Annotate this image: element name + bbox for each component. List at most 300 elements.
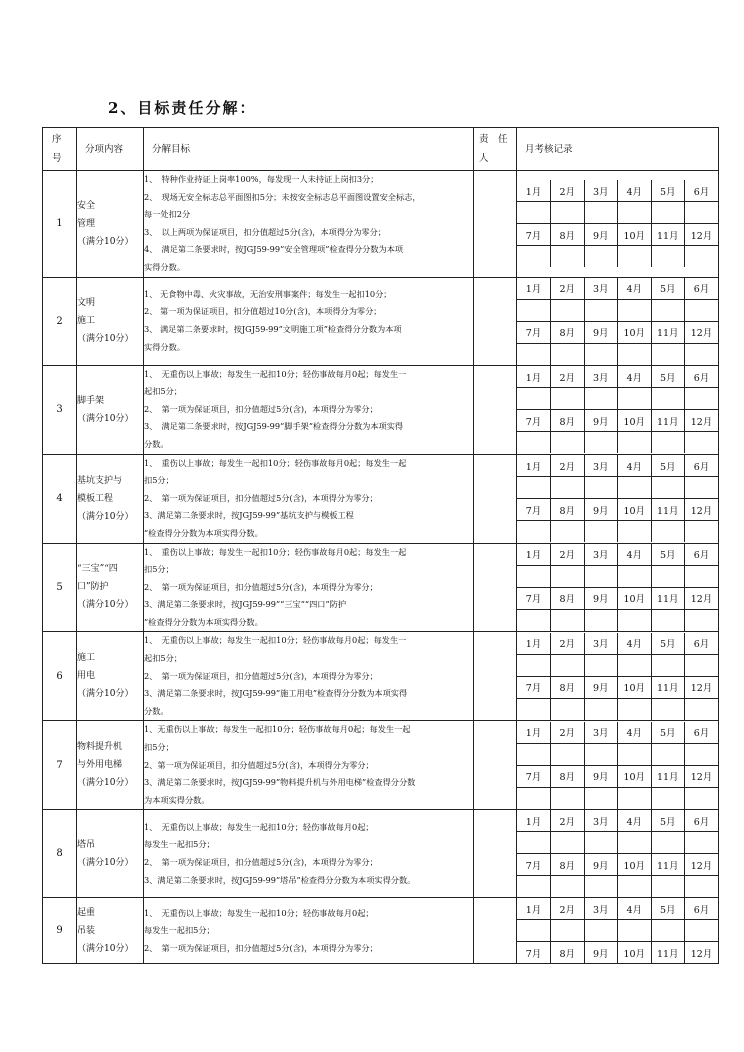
- goal-line: 2、 第一项为保证项目，扣分值超过10分(含)，本项得分为零分；: [144, 306, 382, 317]
- row-monthly-record: [517, 543, 719, 632]
- month-record-cell[interactable]: [551, 388, 585, 410]
- category-line: （满分10分）: [77, 511, 134, 522]
- month-record-cell[interactable]: [584, 609, 618, 631]
- category-line: 安全: [77, 200, 96, 211]
- month-label: 2月: [551, 278, 585, 300]
- row-seq: 1: [43, 171, 77, 278]
- category-line: （满分10分）: [77, 600, 134, 611]
- month-label: 9月: [584, 410, 618, 432]
- month-label: 12月: [685, 765, 719, 787]
- row-category: [77, 898, 144, 964]
- goal-line: 扣5分；: [144, 742, 174, 753]
- month-record-cell[interactable]: [584, 432, 618, 454]
- month-record-cell[interactable]: [685, 832, 719, 854]
- month-label: 12月: [685, 676, 719, 698]
- month-label: 7月: [517, 942, 551, 964]
- month-record-cell[interactable]: [685, 920, 719, 942]
- goal-line: 扣5分；: [144, 475, 174, 486]
- header-goals: 分解目标: [144, 128, 474, 171]
- month-record-cell[interactable]: [685, 743, 719, 765]
- month-record-cell[interactable]: [618, 521, 652, 543]
- month-label: 3月: [584, 898, 618, 920]
- month-record-cell[interactable]: [551, 477, 585, 499]
- month-record-cell[interactable]: [685, 787, 719, 809]
- category-line: （满分10分）: [77, 413, 134, 424]
- table-row: [43, 454, 719, 543]
- goal-line: 3、满足第二条要求时，按JGJ59-99”施工用电”检查得分分数为本项实得: [144, 688, 408, 699]
- month-label: 6月: [685, 898, 719, 920]
- month-grid: [517, 810, 718, 897]
- row-category: [77, 171, 144, 278]
- month-label: 5月: [651, 455, 685, 477]
- goal-line: 2、 第一项为保证项目，扣分值超过5分(含)，本项得分为零分；: [144, 403, 378, 414]
- row-seq: 5: [43, 543, 77, 632]
- month-label: 1月: [517, 455, 551, 477]
- month-record-cell[interactable]: [685, 299, 719, 321]
- month-label: 10月: [618, 854, 652, 876]
- goal-line: 3、 满足第二条要求时，按JGJ59-99”文明施工项”检查得分分数为本项: [144, 324, 402, 335]
- month-record-cell[interactable]: [584, 343, 618, 365]
- month-record-cell[interactable]: [651, 299, 685, 321]
- month-label: 3月: [584, 278, 618, 300]
- month-label: 8月: [551, 410, 585, 432]
- month-label: 7月: [517, 224, 551, 246]
- month-label: 2月: [551, 366, 585, 388]
- month-label: 7月: [517, 587, 551, 609]
- month-label: 8月: [551, 587, 585, 609]
- row-monthly-record: [517, 171, 719, 278]
- month-label: 1月: [517, 366, 551, 388]
- month-record-cell[interactable]: [618, 246, 652, 268]
- header-seq: 序 号: [43, 128, 77, 171]
- month-label: 9月: [584, 224, 618, 246]
- month-grid: [517, 180, 718, 267]
- month-record-cell[interactable]: [685, 202, 719, 224]
- row-seq: 6: [43, 632, 77, 721]
- table-row: [43, 810, 719, 898]
- category-line: （满分10分）: [77, 857, 134, 868]
- row-seq: 3: [43, 365, 77, 454]
- month-record-cell[interactable]: [618, 432, 652, 454]
- month-record-cell[interactable]: [685, 343, 719, 365]
- month-record-cell[interactable]: [517, 565, 551, 587]
- goal-line: 1、 无食物中毒、火灾事故，无治安刑事案件；每发生一起扣10分；: [144, 288, 392, 299]
- category-line: 施工: [77, 316, 96, 327]
- month-label: 3月: [584, 722, 618, 744]
- month-label: 1月: [517, 722, 551, 744]
- month-record-cell[interactable]: [551, 565, 585, 587]
- month-record-cell[interactable]: [685, 477, 719, 499]
- month-label: 11月: [651, 410, 685, 432]
- month-record-cell[interactable]: [685, 654, 719, 676]
- month-label: 1月: [517, 633, 551, 655]
- category-line: 脚手架: [77, 395, 105, 406]
- goal-line: 1、 无重伤以上事故；每发生一起扣10分；轻伤事故每月0起；每发生一: [144, 635, 407, 646]
- month-record-cell[interactable]: [618, 832, 652, 854]
- row-category: [77, 632, 144, 721]
- goal-line: 1、 重伤以上事故；每发生一起扣10分；轻伤事故每月0起；每发生一起: [144, 546, 407, 557]
- month-record-cell[interactable]: [618, 920, 652, 942]
- row-category: [77, 721, 144, 810]
- category-line: 塔吊: [77, 839, 96, 850]
- month-record-cell[interactable]: [618, 299, 652, 321]
- category-line: （满分10分）: [77, 943, 134, 954]
- month-label: 2月: [551, 455, 585, 477]
- month-record-cell[interactable]: [517, 876, 551, 898]
- month-label: 7月: [517, 410, 551, 432]
- month-record-cell[interactable]: [584, 202, 618, 224]
- month-record-cell[interactable]: [651, 202, 685, 224]
- goal-line: 2、 第一项为保证项目，扣分值超过5分(含)，本项得分为零分；: [144, 942, 378, 953]
- month-record-cell[interactable]: [551, 787, 585, 809]
- month-record-cell[interactable]: [651, 832, 685, 854]
- month-label: 4月: [618, 810, 652, 832]
- month-record-cell[interactable]: [651, 565, 685, 587]
- month-record-cell[interactable]: [517, 654, 551, 676]
- row-seq: 9: [43, 898, 77, 964]
- row-seq: 2: [43, 277, 77, 365]
- month-record-cell[interactable]: [517, 202, 551, 224]
- month-label: 2月: [551, 633, 585, 655]
- month-label: 9月: [584, 942, 618, 964]
- row-goals: [144, 543, 474, 632]
- month-record-cell[interactable]: [551, 432, 585, 454]
- month-record-cell[interactable]: [651, 876, 685, 898]
- table-row: [43, 543, 719, 632]
- month-label: 8月: [551, 854, 585, 876]
- month-record-cell[interactable]: [685, 609, 719, 631]
- month-record-cell[interactable]: [618, 202, 652, 224]
- month-label: 9月: [584, 321, 618, 343]
- row-responsible-person[interactable]: [474, 810, 517, 898]
- month-record-cell[interactable]: [584, 388, 618, 410]
- month-record-cell[interactable]: [584, 743, 618, 765]
- month-record-cell[interactable]: [551, 609, 585, 631]
- category-line: 文明: [77, 298, 96, 309]
- category-line: 基坑支护与: [77, 475, 123, 486]
- row-monthly-record: [517, 721, 719, 810]
- table-row: [43, 632, 719, 721]
- month-label: 6月: [685, 544, 719, 566]
- month-record-cell[interactable]: [618, 388, 652, 410]
- month-label: 5月: [651, 633, 685, 655]
- month-record-cell[interactable]: [651, 743, 685, 765]
- month-label: 4月: [618, 722, 652, 744]
- month-label: 11月: [651, 224, 685, 246]
- month-record-cell[interactable]: [551, 299, 585, 321]
- month-grid: [517, 278, 718, 365]
- goal-line: 起扣5分；: [144, 653, 182, 664]
- category-line: 管理: [77, 218, 96, 229]
- month-grid: [517, 544, 718, 631]
- month-record-cell[interactable]: [584, 565, 618, 587]
- goal-line: 1、无重伤以上事故；每发生一起扣10分；轻伤事故每月0起；每发生一起: [144, 724, 411, 735]
- month-label: 5月: [651, 180, 685, 202]
- month-record-cell[interactable]: [517, 698, 551, 720]
- month-record-cell[interactable]: [651, 787, 685, 809]
- month-record-cell[interactable]: [584, 654, 618, 676]
- goal-line: 每发生一起扣5分；: [144, 839, 215, 850]
- month-label: 3月: [584, 366, 618, 388]
- month-label: 5月: [651, 366, 685, 388]
- month-label: 8月: [551, 765, 585, 787]
- month-record-cell[interactable]: [584, 698, 618, 720]
- month-label: 10月: [618, 224, 652, 246]
- row-goals: [144, 898, 474, 964]
- category-line: 吊装: [77, 925, 96, 936]
- row-responsible-person[interactable]: [474, 898, 517, 964]
- month-label: 8月: [551, 321, 585, 343]
- row-responsible-person[interactable]: [474, 721, 517, 810]
- month-record-cell[interactable]: [685, 246, 719, 268]
- month-record-cell[interactable]: [517, 609, 551, 631]
- month-label: 3月: [584, 544, 618, 566]
- month-label: 8月: [551, 499, 585, 521]
- month-record-cell[interactable]: [584, 477, 618, 499]
- month-record-cell[interactable]: [517, 521, 551, 543]
- month-record-cell[interactable]: [651, 246, 685, 268]
- month-label: 8月: [551, 224, 585, 246]
- month-record-cell[interactable]: [551, 920, 585, 942]
- month-label: 9月: [584, 765, 618, 787]
- month-record-cell[interactable]: [651, 432, 685, 454]
- category-line: 物料提升机: [77, 742, 123, 753]
- table-row: [43, 365, 719, 454]
- month-label: 10月: [618, 942, 652, 964]
- row-monthly-record: [517, 632, 719, 721]
- month-record-cell[interactable]: [618, 654, 652, 676]
- month-record-cell[interactable]: [517, 832, 551, 854]
- month-label: 5月: [651, 544, 685, 566]
- month-record-cell[interactable]: [584, 246, 618, 268]
- goal-line: 4、 满足第二条要求时，按JGJ59-99”安全管理项”检查得分分数为本项: [144, 244, 404, 255]
- row-monthly-record: [517, 810, 719, 898]
- month-label: 4月: [618, 898, 652, 920]
- month-record-cell[interactable]: [618, 698, 652, 720]
- header-responsible: 责 任 人: [474, 128, 517, 171]
- goal-line: 3、满足第二条要求时，按JGJ59-99”“三宝”“四口”防护: [144, 599, 347, 610]
- month-label: 1月: [517, 544, 551, 566]
- month-label: 10月: [618, 499, 652, 521]
- month-record-cell[interactable]: [685, 388, 719, 410]
- month-record-cell[interactable]: [685, 876, 719, 898]
- month-label: 10月: [618, 321, 652, 343]
- category-line: （满分10分）: [77, 236, 134, 247]
- month-record-cell[interactable]: [685, 432, 719, 454]
- goal-line: 分数。: [144, 705, 169, 716]
- row-monthly-record: [517, 365, 719, 454]
- month-record-cell[interactable]: [651, 477, 685, 499]
- month-label: 10月: [618, 765, 652, 787]
- month-record-cell[interactable]: [517, 343, 551, 365]
- row-monthly-record: [517, 454, 719, 543]
- month-label: 1月: [517, 810, 551, 832]
- month-record-cell[interactable]: [551, 832, 585, 854]
- month-label: 7月: [517, 321, 551, 343]
- month-grid: [517, 722, 718, 809]
- row-goals: [144, 277, 474, 365]
- month-label: 6月: [685, 722, 719, 744]
- month-label: 12月: [685, 854, 719, 876]
- month-record-cell[interactable]: [551, 521, 585, 543]
- category-line: 起重: [77, 907, 96, 918]
- month-record-cell[interactable]: [651, 698, 685, 720]
- goal-line: 1、 特种作业持证上岗率100%，每发现一人未持证上岗扣3分；: [144, 174, 379, 184]
- table-row: [43, 721, 719, 810]
- month-record-cell[interactable]: [551, 246, 585, 268]
- header-category: 分项内容: [77, 128, 144, 171]
- month-record-cell[interactable]: [517, 388, 551, 410]
- month-record-cell[interactable]: [584, 876, 618, 898]
- month-record-cell[interactable]: [651, 521, 685, 543]
- month-record-cell[interactable]: [584, 299, 618, 321]
- month-label: 12月: [685, 587, 719, 609]
- goal-line: 2、第一项为保证项目，扣分值超过5分(含)，本项得分为零分；: [144, 759, 374, 770]
- month-label: 4月: [618, 278, 652, 300]
- month-label: 6月: [685, 180, 719, 202]
- month-record-cell[interactable]: [551, 343, 585, 365]
- month-record-cell[interactable]: [551, 743, 585, 765]
- section-title: 2、目标责任分解：: [108, 99, 257, 117]
- month-label: 12月: [685, 410, 719, 432]
- row-monthly-record: [517, 277, 719, 365]
- row-responsible-person[interactable]: [474, 632, 517, 721]
- goal-line: 1、 无重伤以上事故；每发生一起扣10分；轻伤事故每月0起；每发生一: [144, 368, 407, 379]
- goal-line: ”检查得分分数为本项实得分数。: [144, 527, 263, 538]
- month-label: 5月: [651, 722, 685, 744]
- month-record-cell[interactable]: [517, 432, 551, 454]
- goal-line: 分数。: [144, 438, 169, 449]
- month-label: 12月: [685, 224, 719, 246]
- header-monthly-record: 月考核记录: [517, 128, 719, 171]
- month-label: 10月: [618, 676, 652, 698]
- month-record-cell[interactable]: [551, 654, 585, 676]
- month-record-cell[interactable]: [685, 521, 719, 543]
- table-row: [43, 277, 719, 365]
- row-responsible-person[interactable]: [474, 454, 517, 543]
- month-record-cell[interactable]: [517, 246, 551, 268]
- goal-line: 3、满足第二条要求时，按JGJ59-99”物料提升机与外用电梯”检查得分分数: [144, 777, 416, 788]
- month-grid: [517, 455, 718, 542]
- goal-line: 2、 第一项为保证项目，扣分值超过5分(含)，本项得分为零分；: [144, 581, 378, 592]
- month-record-cell[interactable]: [685, 698, 719, 720]
- month-label: 2月: [551, 810, 585, 832]
- month-label: 7月: [517, 499, 551, 521]
- category-line: 与外用电梯: [77, 760, 123, 771]
- goal-line: 每发生一起扣5分；: [144, 925, 215, 936]
- row-responsible-person[interactable]: [474, 365, 517, 454]
- month-record-cell[interactable]: [517, 787, 551, 809]
- month-label: 4月: [618, 366, 652, 388]
- month-record-cell[interactable]: [618, 876, 652, 898]
- month-record-cell[interactable]: [618, 787, 652, 809]
- goal-line: 起扣5分；: [144, 386, 182, 397]
- goal-line: ”检查得分分数为本项实得分数。: [144, 616, 263, 627]
- goal-line: 2、 第一项为保证项目，扣分值超过5分(含)，本项得分为零分；: [144, 856, 378, 867]
- month-record-cell[interactable]: [685, 565, 719, 587]
- month-record-cell[interactable]: [651, 654, 685, 676]
- month-label: 12月: [685, 499, 719, 521]
- goal-line: 1、 无重伤以上事故；每发生一起扣10分；轻伤事故每月0起；: [144, 821, 374, 832]
- month-record-cell[interactable]: [517, 920, 551, 942]
- month-record-cell[interactable]: [584, 521, 618, 543]
- goal-line: 每一处扣2分: [144, 209, 191, 220]
- row-responsible-person[interactable]: [474, 543, 517, 632]
- category-line: 口”防护: [77, 582, 109, 593]
- month-label: 7月: [517, 676, 551, 698]
- month-record-cell[interactable]: [551, 698, 585, 720]
- month-record-cell[interactable]: [517, 743, 551, 765]
- month-record-cell[interactable]: [618, 565, 652, 587]
- month-record-cell[interactable]: [651, 388, 685, 410]
- row-responsible-person[interactable]: [474, 171, 517, 278]
- row-category: [77, 543, 144, 632]
- month-label: 3月: [584, 633, 618, 655]
- month-record-cell[interactable]: [651, 920, 685, 942]
- goal-line: 2、 第一项为保证项目，扣分值超过5分(含)，本项得分为零分；: [144, 670, 378, 681]
- row-goals: [144, 454, 474, 543]
- month-label: 2月: [551, 898, 585, 920]
- goal-line: 2、 现场无安全标志总平面图扣5分；未按安全标志总平面图设置安全标志，: [144, 191, 421, 202]
- month-record-cell[interactable]: [551, 202, 585, 224]
- month-label: 11月: [651, 676, 685, 698]
- goal-line: 实得分数。: [144, 261, 185, 272]
- goal-line: 3、 满足第二条要求时，按JGJ59-99”脚手架”检查得分分数为本项实得: [144, 421, 404, 432]
- row-goals: [144, 365, 474, 454]
- month-label: 11月: [651, 854, 685, 876]
- month-record-cell[interactable]: [551, 876, 585, 898]
- row-seq: 4: [43, 454, 77, 543]
- goal-line: 实得分数。: [144, 341, 185, 352]
- month-record-cell[interactable]: [517, 299, 551, 321]
- month-record-cell[interactable]: [618, 609, 652, 631]
- month-label: 2月: [551, 722, 585, 744]
- month-record-cell[interactable]: [584, 787, 618, 809]
- month-record-cell[interactable]: [584, 832, 618, 854]
- goal-line: 1、 无重伤以上事故；每发生一起扣10分；轻伤事故每月0起；: [144, 907, 374, 918]
- category-line: （满分10分）: [77, 778, 134, 789]
- goal-line: 3、满足第二条要求时，按JGJ59-99”基坑支护与模板工程: [144, 510, 354, 521]
- header-row: [43, 128, 719, 171]
- row-seq: 7: [43, 721, 77, 810]
- month-grid: [517, 633, 718, 720]
- category-line: “三宝”“四: [77, 564, 118, 575]
- month-label: 1月: [517, 898, 551, 920]
- month-record-cell[interactable]: [651, 609, 685, 631]
- row-category: [77, 277, 144, 365]
- month-record-cell[interactable]: [584, 920, 618, 942]
- goal-line: 2、 第一项为保证项目，扣分值超过5分(含)，本项得分为零分；: [144, 492, 378, 503]
- month-label: 1月: [517, 180, 551, 202]
- month-record-cell[interactable]: [618, 477, 652, 499]
- responsibility-table: [42, 127, 719, 964]
- month-label: 12月: [685, 942, 719, 964]
- month-record-cell[interactable]: [618, 343, 652, 365]
- month-record-cell[interactable]: [618, 743, 652, 765]
- month-record-cell[interactable]: [517, 477, 551, 499]
- row-seq: 8: [43, 810, 77, 898]
- row-goals: [144, 810, 474, 898]
- month-record-cell[interactable]: [651, 343, 685, 365]
- goal-line: 1、 重伤以上事故；每发生一起扣10分；轻伤事故每月0起；每发生一起: [144, 457, 407, 468]
- month-label: 9月: [584, 587, 618, 609]
- month-label: 12月: [685, 321, 719, 343]
- month-label: 5月: [651, 898, 685, 920]
- row-responsible-person[interactable]: [474, 277, 517, 365]
- month-label: 11月: [651, 321, 685, 343]
- month-label: 8月: [551, 676, 585, 698]
- month-label: 11月: [651, 942, 685, 964]
